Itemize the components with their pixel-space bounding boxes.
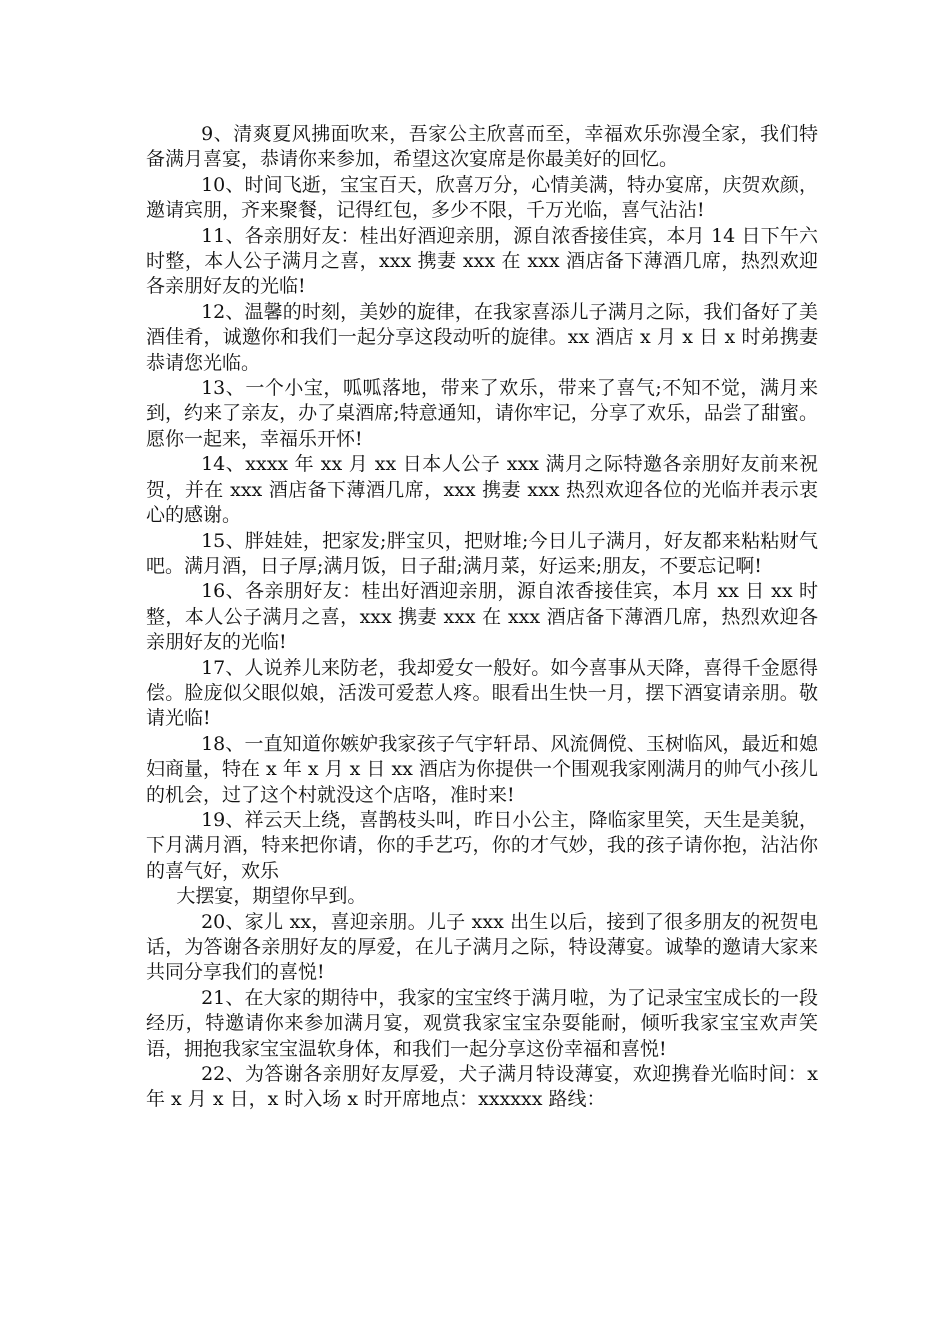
paragraph-19: 19、祥云天上绕，喜鹊枝头叫，昨日小公主，降临家里笑，天生是美貌，下月满月酒，特来把你请，你的手艺巧，你的才气妙，我的孩子请你抱，沾沾你的喜气好，欢乐 [146,808,818,882]
paragraph-22: 22、为答谢各亲朋好友厚爱，犬子满月特设薄宴，欢迎携眷光临时间：x 年 x 月 x 日，x 时入场 x 时开席地点：xxxxxx 路线： [146,1063,818,1111]
paragraph-9: 9、清爽夏风拂面吹来，吾家公主欣喜而至，幸福欢乐弥漫全家，我们特备满月喜宴，恭请你来参加，希望这次宴席是你最美好的回忆。 [146,123,818,171]
paragraph-14: 14、xxxx 年 xx 月 xx 日本人公子 xxx 满月之际特邀各亲朋好友前来祝贺，并在 xxx 酒店备下薄酒几席，xxx 携妻 xxx 热烈欢迎各位的光临并表示衷心的感谢。 [146,453,818,527]
paragraph-11: 11、各亲朋好友：桂出好酒迎亲朋，源自浓香接佳宾，本月 14 日下午六时整，本人公子满月之喜，xxx 携妻 xxx 在 xxx 酒店备下薄酒几席，热烈欢迎各亲朋好友的光临! [146,224,818,298]
paragraph-12: 12、温馨的时刻，美妙的旋律，在我家喜添儿子满月之际，我们备好了美酒佳肴，诚邀你和我们一起分享这段动听的旋律。xx 酒店 x 月 x 日 x 时弟携妻恭请您光临。 [146,300,818,374]
paragraph-18: 18、一直知道你嫉妒我家孩子气宇轩昂、风流倜傥、玉树临风，最近和媳妇商量，特在 x 年 x 月 x 日 xx 酒店为你提供一个围观我家刚满月的帅气小孩儿的机会，过了这个村就没这个店咯，准时来! [146,732,818,806]
paragraph-21: 21、在大家的期待中，我家的宝宝终于满月啦，为了记录宝宝成长的一段经历，特邀请你来参加满月宴，观赏我家宝宝杂耍能耐，倾听我家宝宝欢声笑语，拥抱我家宝宝温软身体，和我们一起分享这份幸福和喜悦! [146,986,818,1060]
paragraph-13: 13、一个小宝，呱呱落地，带来了欢乐，带来了喜气;不知不觉，满月来到，约来了亲友，办了桌酒席;特意通知，请你牢记，分享了欢乐，品尝了甜蜜。愿你一起来，幸福乐开怀! [146,377,818,450]
paragraph-10: 10、时间飞逝，宝宝百天，欣喜万分，心情美满，特办宴席，庆贺欢颜，邀请宾朋，齐来聚餐，记得红包，多少不限，千万光临，喜气沾沾! [146,173,818,222]
paragraph-20: 20、家儿 xx，喜迎亲朋。儿子 xxx 出生以后，接到了很多朋友的祝贺电话，为答谢各亲朋好友的厚爱，在儿子满月之际，特设薄宴。诚挚的邀请大家来共同分享我们的喜悦! [146,910,818,984]
paragraph-15: 15、胖娃娃，把家发;胖宝贝，把财堆;今日儿子满月，好友都来粘粘财气吧。满月酒，日子厚;满月饭，日子甜;满月菜，好运来;朋友，不要忘记啊! [146,529,818,577]
paragraph-19-continued: 大摆宴，期望你早到。 [176,885,367,908]
paragraph-16: 16、各亲朋好友：桂出好酒迎亲朋，源自浓香接佳宾，本月 xx 日 xx 时整，本人公子满月之喜，xxx 携妻 xxx 在 xxx 酒店备下薄酒几席，热烈欢迎各亲朋好友的光临! [146,580,818,654]
document-body [146,122,818,1113]
paragraph-17: 17、人说养儿来防老，我却爱女一般好。如今喜事从天降，喜得千金愿得偿。脸庞似父眼似娘，活泼可爱惹人疼。眼看出生快一月，摆下酒宴请亲朋。敬请光临! [146,656,818,730]
